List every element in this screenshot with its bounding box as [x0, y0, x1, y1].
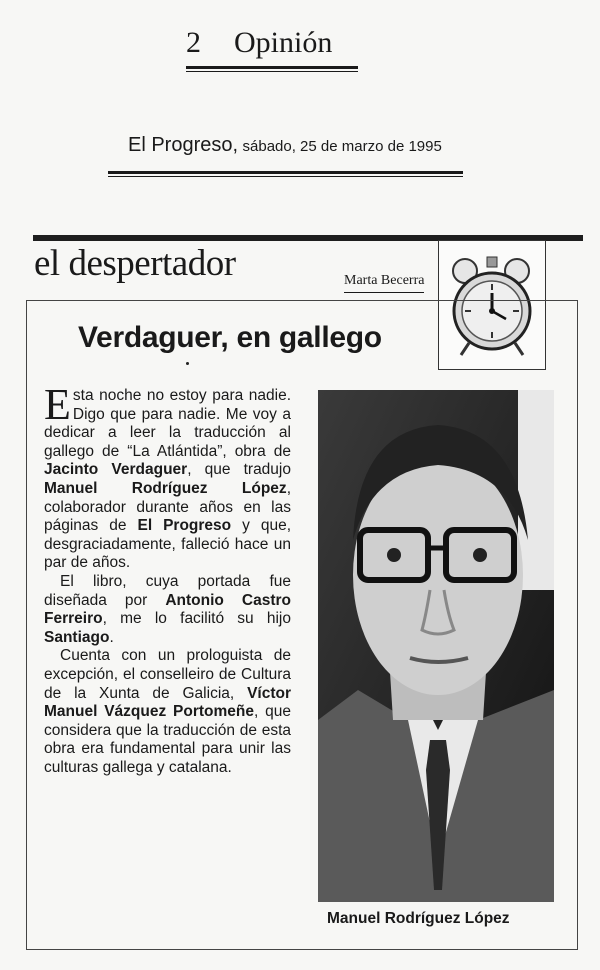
- article-headline: Verdaguer, en gallego: [78, 321, 382, 354]
- page-header: [186, 26, 358, 76]
- bold-name: El Progreso: [137, 517, 232, 535]
- photo-caption: Manuel Rodríguez López: [327, 910, 510, 927]
- section-name: Opinión: [234, 26, 333, 59]
- paragraph-3: [44, 647, 291, 777]
- header-rule: [186, 66, 358, 69]
- paragraph-2: [44, 573, 291, 647]
- bold-name: Santiago: [44, 628, 110, 646]
- bold-name: Víctor Manuel Vázquez Portomeñe: [44, 684, 291, 721]
- drop-cap: E: [44, 380, 71, 429]
- text-run: sta noche no estoy para nadie. Digo que para nadie. Me voy a dedicar a leer la traducción al gallego de “La Atlántida”, obra de: [44, 387, 291, 460]
- portrait-image: [318, 390, 554, 902]
- text-run: , colaborador durante años en las páginas de: [44, 479, 291, 535]
- column-title: el despertador: [34, 243, 236, 284]
- publication-date: sábado, 25 de marzo de 1995: [242, 138, 442, 155]
- dateline-rule-thin: [108, 176, 463, 177]
- text-run: y que, desgraciadamente, falleció hace un par de años.: [44, 517, 292, 572]
- text-run: , me lo facilitó su hijo: [102, 610, 291, 628]
- newspaper-name: El Progreso,: [128, 134, 239, 156]
- page-number: 2: [186, 26, 201, 59]
- article-body: [44, 380, 292, 777]
- text-run: , que considera que la traducción de esta obra era fundamental para unir las culturas gallega y catalana.: [44, 703, 291, 776]
- text-run: Cuenta con un prologuista de excepción, el conselleiro de Cultura de la Xunta de Galicia,: [44, 647, 291, 702]
- author-underline: [344, 292, 424, 293]
- paragraph-1: [44, 380, 292, 573]
- headline-dot: [186, 362, 189, 365]
- text-run: .: [109, 628, 114, 646]
- author-name: Marta Becerra: [344, 273, 425, 288]
- bold-name: Jacinto Verdaguer: [44, 461, 188, 479]
- text-run: El libro, cuya portada fue diseñada por: [44, 572, 291, 609]
- header-rule-thin: [186, 71, 358, 72]
- dateline-rule: [108, 171, 463, 174]
- bold-name: Antonio Castro Ferreiro: [44, 591, 292, 628]
- dateline: [128, 134, 442, 157]
- portrait-photo: [318, 390, 554, 902]
- bold-name: Manuel Rodríguez López: [44, 479, 287, 497]
- text-run: , que tradujo: [187, 461, 291, 479]
